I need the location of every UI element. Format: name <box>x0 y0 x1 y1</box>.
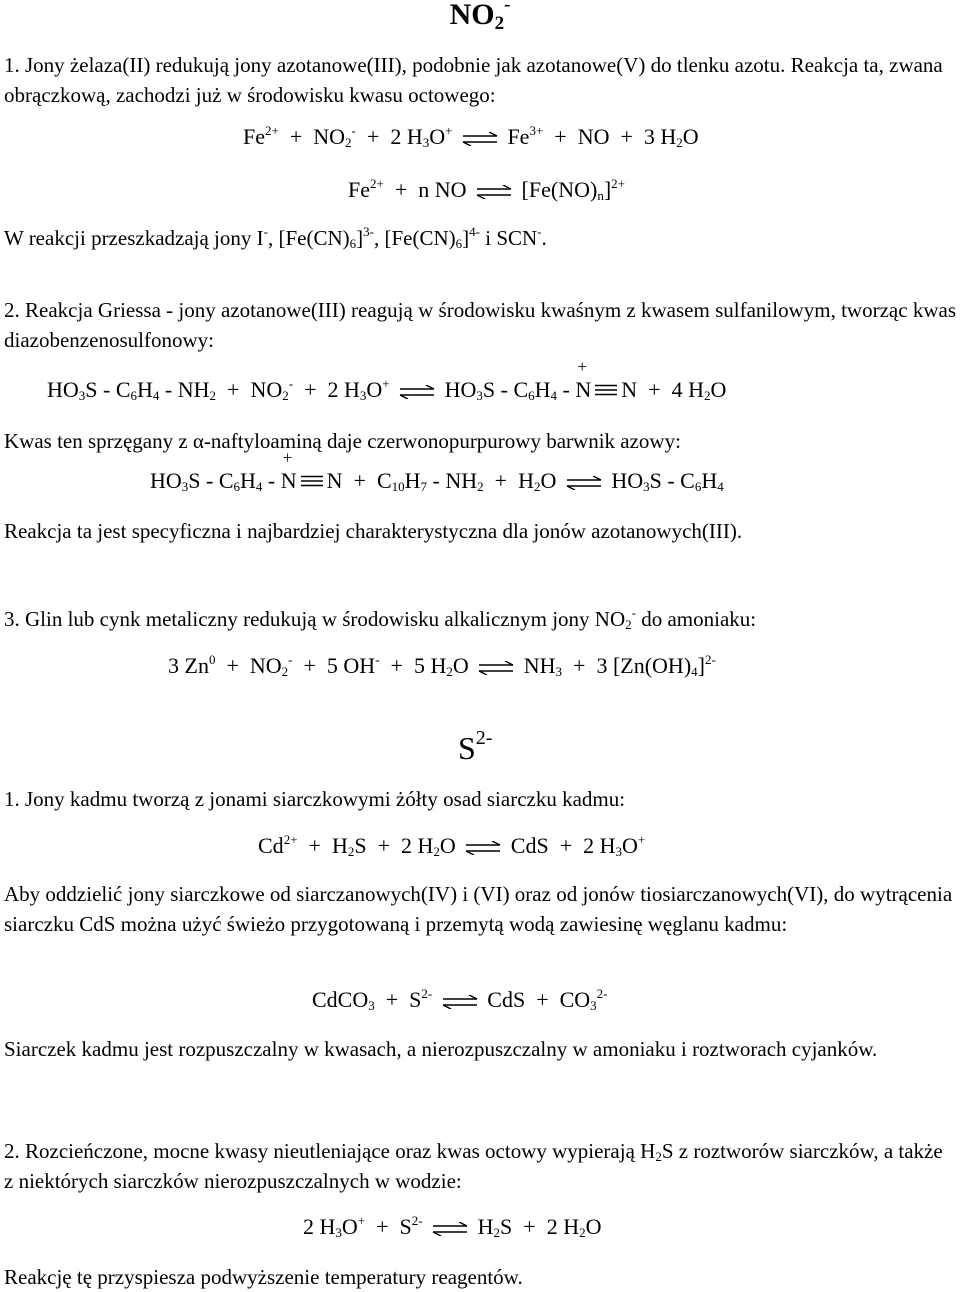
text: W reakcji przeszkadzają jony I <box>4 226 264 250</box>
charge: 0 <box>208 652 216 667</box>
species: HO <box>444 377 477 402</box>
subscript: 6 <box>694 479 702 494</box>
subscript: 2 <box>493 1225 501 1240</box>
species: CdS <box>487 987 526 1012</box>
species: N <box>575 377 592 402</box>
charge: 4- <box>469 224 480 239</box>
subscript: 4 <box>691 664 698 679</box>
equilibrium-arrow-icon <box>472 177 516 207</box>
equilibrium-arrow-icon <box>474 653 518 683</box>
species: ] <box>697 653 705 678</box>
subscript: 2 <box>433 844 440 859</box>
subscript: 3 <box>615 844 623 859</box>
equation-brown-ring <box>243 122 699 152</box>
species: N <box>621 377 638 402</box>
subscript: 3 <box>590 998 597 1013</box>
species: O <box>682 124 699 149</box>
subscript: 2 <box>281 664 289 679</box>
species: 2 H <box>303 1214 336 1239</box>
plus-sign: + <box>536 987 549 1012</box>
species: C <box>376 468 392 493</box>
species: - <box>262 468 281 493</box>
plus-sign: + <box>385 987 399 1012</box>
subscript: 6 <box>349 236 357 251</box>
species: O <box>439 833 456 858</box>
subscript: 3 <box>181 479 189 494</box>
equation-cadmium-carbonate <box>312 985 608 1015</box>
species: 2 H <box>327 377 360 402</box>
charge: 2+ <box>283 832 298 847</box>
subscript: 2 <box>209 388 217 403</box>
species: NO <box>313 124 346 149</box>
species: S <box>500 1214 513 1239</box>
subscript: 2 <box>477 479 484 494</box>
plus-sign: + <box>554 124 567 149</box>
charge: - <box>631 605 636 620</box>
species: O <box>540 468 557 493</box>
species: H <box>534 377 551 402</box>
species: O <box>429 124 446 149</box>
charge: + <box>637 832 646 847</box>
text: , [Fe(CN) <box>373 226 456 250</box>
subscript: 3 <box>476 388 483 403</box>
text: i SCN <box>479 226 538 250</box>
charge: 2- <box>411 1213 423 1228</box>
species: 5 OH <box>326 653 376 678</box>
charge: + <box>357 1213 366 1228</box>
species: NO <box>250 377 283 402</box>
equilibrium-arrow-icon <box>395 377 439 407</box>
charge: 2- <box>704 652 716 667</box>
subscript: 2 <box>655 1149 662 1164</box>
charge: 3+ <box>529 123 544 138</box>
charge: 2+ <box>370 176 384 191</box>
species: Fe <box>348 177 370 202</box>
plus-sign: + <box>620 124 633 149</box>
charge: + <box>445 123 453 138</box>
equation-diazotization <box>47 357 727 405</box>
plus-sign: + <box>494 468 508 493</box>
species: H <box>518 468 534 493</box>
equation-iron-nitrosyl <box>348 175 625 205</box>
subscript: 6 <box>130 388 138 403</box>
species: 3 [Zn(OH) <box>596 653 692 678</box>
plus-sign: + <box>394 177 408 202</box>
species: - NH <box>159 377 210 402</box>
species: O <box>366 377 383 402</box>
plus-sign: + <box>308 833 321 858</box>
species: ] <box>603 177 612 202</box>
equation-cadmium-sulfide <box>258 831 645 861</box>
charge: 2- <box>421 986 433 1001</box>
species: CdCO <box>312 987 369 1012</box>
species: S - C <box>482 377 529 402</box>
triple-bond-icon <box>297 466 327 496</box>
subscript: 2 <box>345 135 352 150</box>
species: O <box>341 1214 358 1239</box>
species: NH <box>523 653 556 678</box>
plus-sign: + <box>289 124 303 149</box>
plus-sign: + <box>366 124 380 149</box>
equation-azo-dye <box>150 448 724 496</box>
species: S <box>409 987 422 1012</box>
equilibrium-arrow-icon <box>461 833 505 863</box>
plus-sign: + <box>376 1214 389 1239</box>
paragraph-azo-coupling: Kwas ten sprzęgany z α-naftyloaminą daje czerwonopurpurowy barwnik azowy: <box>4 429 681 453</box>
subscript: 3 <box>368 998 375 1013</box>
subscript: 3 <box>78 388 86 403</box>
species: S <box>354 833 367 858</box>
charge: + <box>577 357 587 376</box>
text: , [Fe(CN) <box>267 226 350 250</box>
text: ] <box>356 226 364 250</box>
subscript: 3 <box>335 1225 342 1240</box>
species: N <box>326 468 343 493</box>
plus-sign: + <box>573 653 586 678</box>
species: CO <box>559 987 591 1012</box>
species: 2 H <box>583 833 616 858</box>
triple-bond-icon <box>591 375 621 405</box>
title-text: NO <box>449 0 495 31</box>
species: S - C <box>85 377 131 402</box>
species: O <box>452 653 469 678</box>
species: HO <box>150 468 182 493</box>
species: 2 H <box>390 124 423 149</box>
species: O <box>585 1214 602 1239</box>
diazonium-nitrogen <box>575 357 592 405</box>
subscript: 3 <box>555 664 563 679</box>
species: S - C <box>649 468 695 493</box>
subscript: 4 <box>717 479 724 494</box>
plus-sign: + <box>304 377 317 402</box>
species: 3 Zn <box>168 653 209 678</box>
species: H <box>137 377 153 402</box>
title-superscript: - <box>504 0 511 15</box>
text: S z roztworów siarczków, a także z niektórych siarczków nierozpuszczalnych w wodzie: <box>4 1139 943 1193</box>
plus-sign: + <box>648 377 661 402</box>
species: H <box>477 1214 494 1239</box>
subscript: 2 <box>676 135 683 150</box>
plus-sign: + <box>523 1214 536 1239</box>
paragraph-separation: Aby oddzielić jony siarczkowe od siarczanowych(IV) i (VI) oraz od jonów tiosiarczanowych(VI), do wytrącenia siarczku CdS można użyć świeżo przygotowaną i przemytą wodą zawiesinę węglanu kadmu: <box>4 882 953 936</box>
equilibrium-arrow-icon <box>458 124 502 154</box>
plus-sign: + <box>559 833 573 858</box>
species: 4 H <box>671 377 704 402</box>
title-subscript: 2 <box>494 13 505 34</box>
species: 3 H <box>643 124 677 149</box>
charge: - <box>537 224 542 239</box>
species: 2 H <box>401 833 434 858</box>
section-title-sulfide <box>458 727 493 767</box>
charge: - <box>288 376 294 391</box>
subscript: 4 <box>152 388 160 403</box>
charge: 2- <box>596 986 608 1001</box>
species: - <box>557 377 576 402</box>
text: do amoniaku: <box>635 607 757 631</box>
subscript: 6 <box>528 388 535 403</box>
paragraph-griess-reaction: 2. Reakcja Griessa - jony azotanowe(III) reagują w środowisku kwaśnym z kwasem sulfanilowym, tworząc kwas diazobenzenosulfonowy: <box>4 298 956 352</box>
text: ] <box>462 226 470 250</box>
paragraph-iron-reduction: 1. Jony żelaza(II) redukują jony azotanowe(III), podobnie jak azotanowe(V) do tlenku azotu. Reakcja ta, zwana obrączkową, zachodzi już w środowisku kwasu octowego: <box>4 53 943 107</box>
subscript: 10 <box>391 479 405 494</box>
species: H <box>701 468 718 493</box>
charge: - <box>351 123 356 138</box>
subscript: 4 <box>550 388 558 403</box>
paragraph-metal-reduction <box>4 604 956 634</box>
species: - NH <box>427 468 478 493</box>
species: NO <box>577 124 610 149</box>
species: S - C <box>188 468 234 493</box>
subscript: 2 <box>533 479 541 494</box>
plus-sign: + <box>353 468 366 493</box>
text: . <box>541 226 547 250</box>
subscript: 2 <box>282 388 289 403</box>
plus-sign: + <box>226 653 239 678</box>
species: HO <box>611 468 644 493</box>
text: 3. Glin lub cynk metaliczny redukują w środowisku alkalicznym jony NO <box>4 607 626 631</box>
species: O <box>622 833 638 858</box>
equilibrium-arrow-icon <box>428 1214 472 1244</box>
subscript: 3 <box>422 135 430 150</box>
plus-sign: + <box>303 653 316 678</box>
equation-zinc-reduction <box>168 651 716 681</box>
species: 2 H <box>546 1214 580 1239</box>
charge: + <box>282 448 293 467</box>
text: 2. Rozcieńczone, mocne kwasy nieutleniające oraz kwas octowy wypierają H <box>4 1139 656 1163</box>
species: H <box>404 468 421 493</box>
subscript: 7 <box>420 479 428 494</box>
title-text: S <box>458 730 476 766</box>
equilibrium-arrow-icon <box>562 468 606 498</box>
charge: 2+ <box>265 123 279 138</box>
paragraph-interfering-ions <box>4 223 956 253</box>
title-superscript: 2- <box>475 727 493 749</box>
plus-sign: + <box>227 377 240 402</box>
subscript: 6 <box>455 236 463 251</box>
species: H <box>331 833 348 858</box>
subscript: 4 <box>255 479 263 494</box>
species: HO <box>47 377 79 402</box>
diazonium-nitrogen <box>280 448 297 496</box>
charge: + <box>382 376 390 391</box>
subscript: 2 <box>703 388 711 403</box>
subscript: 6 <box>233 479 241 494</box>
species: S <box>399 1214 412 1239</box>
equation-hydrogen-sulfide <box>303 1212 601 1242</box>
subscript: 2 <box>625 617 632 632</box>
species: Fe <box>507 124 530 149</box>
species: 5 H <box>413 653 447 678</box>
species: N <box>280 468 297 493</box>
species: n NO <box>418 177 467 202</box>
subscript: 3 <box>359 388 367 403</box>
charge: - <box>288 652 293 667</box>
subscript: 3 <box>643 479 650 494</box>
paragraph-solubility: Siarczek kadmu jest rozpuszczalny w kwasach, a nierozpuszczalny w amoniaku i roztworach cyjanków. <box>4 1037 878 1061</box>
species: Cd <box>258 833 284 858</box>
species: O <box>710 377 727 402</box>
paragraph-specificity: Reakcja ta jest specyficzna i najbardziej charakterystyczna dla jonów azotanowych(III). <box>4 519 743 543</box>
subscript: 2 <box>579 1225 586 1240</box>
paragraph-cadmium: 1. Jony kadmu tworzą z jonami siarczkowymi żółty osad siarczku kadmu: <box>4 787 626 811</box>
species: NO <box>249 653 282 678</box>
subscript: 2 <box>347 844 355 859</box>
paragraph-acid-displacement <box>4 1136 956 1196</box>
paragraph-temperature: Reakcję tę przyspiesza podwyższenie temperatury reagentów. <box>4 1265 523 1289</box>
species: Fe <box>243 124 265 149</box>
species: CdS <box>510 833 549 858</box>
subscript: n <box>597 188 604 203</box>
charge: - <box>263 224 268 239</box>
plus-sign: + <box>390 653 403 678</box>
species: H <box>240 468 256 493</box>
charge: 3- <box>363 224 374 239</box>
subscript: 2 <box>446 664 453 679</box>
species: [Fe(NO) <box>521 177 598 202</box>
charge: 2+ <box>611 176 625 191</box>
section-title-nitrite <box>0 0 960 32</box>
equilibrium-arrow-icon <box>438 987 482 1017</box>
charge: - <box>375 652 380 667</box>
plus-sign: + <box>377 833 391 858</box>
